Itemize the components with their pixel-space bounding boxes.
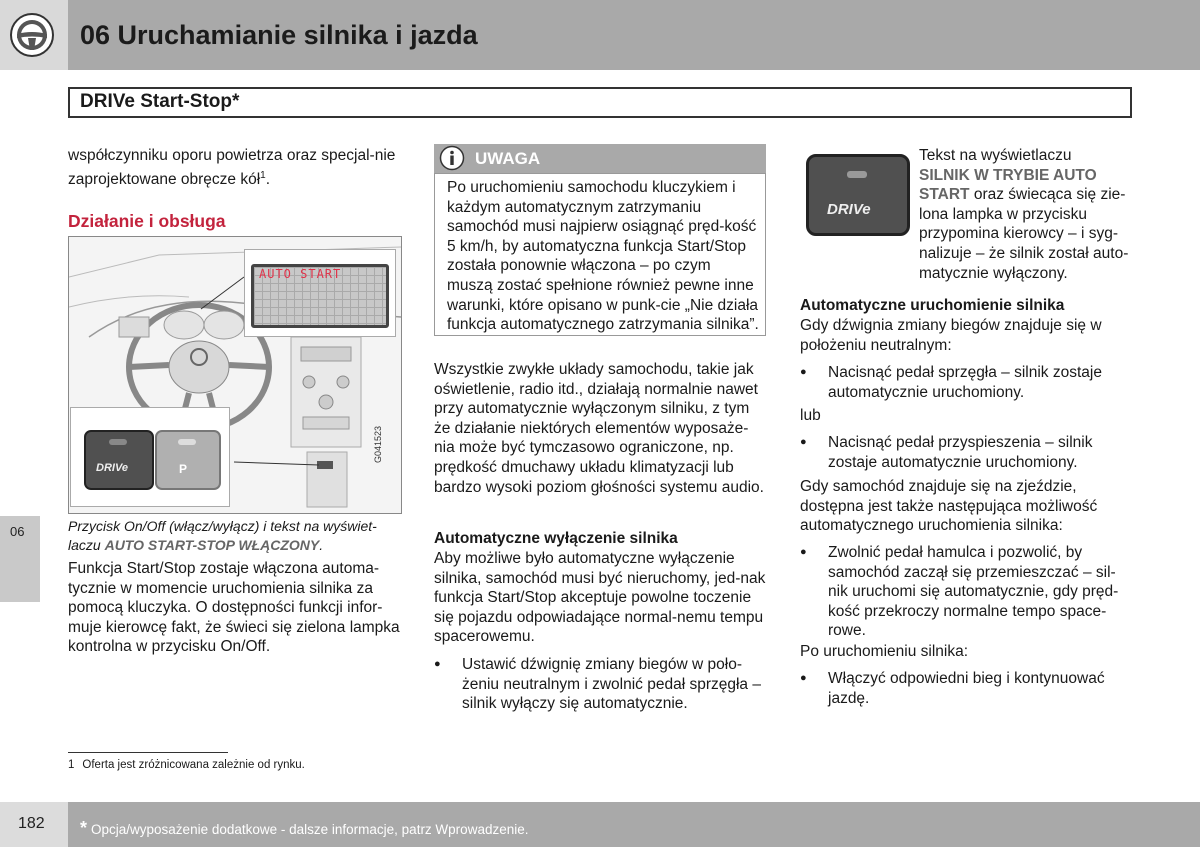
- col2-para1: Wszystkie zwykłe układy samochodu, takie jak oświetlenie, radio itd., działają normalnie nawet przy automatycznie wyłączonym silniku, z tym że działanie niektórych elementów wyposaże-nia może być tymczasowo ograniczone, np. prędkość dmuchawy układu klimatyzacji lub bardzo wysoki poziom głośności systemu audio.: [434, 361, 764, 496]
- footnote-text: Oferta jest zróżnicowana zależnie od rynku.: [82, 759, 305, 771]
- park-assist-lamp: [178, 439, 196, 445]
- col3-intro: [919, 146, 1134, 283]
- footer-text: Opcja/wyposażenie dodatkowe - dalsze informacje, patrz Wprowadzenie.: [91, 822, 529, 837]
- button-inset: [70, 407, 230, 507]
- drive-button-large-label: DRIVe: [827, 201, 871, 218]
- col1-intro-text: współczynniku oporu powietrza oraz specjal-nie zaprojektowane obręcze kół: [68, 147, 396, 188]
- drive-button-lamp: [109, 439, 127, 445]
- footnote-ref: 1: [260, 169, 266, 181]
- drive-button-figure: [800, 146, 910, 236]
- bullet-dot: ●: [800, 366, 807, 378]
- footnote: [68, 759, 305, 771]
- figure-code: G041523: [373, 425, 383, 463]
- col2-para2: Aby możliwe było automatyczne wyłączenie silnika, samochód musi być nieruchomy, jed-nak funkcja Start/Stop akceptuje powolne toczenie się pojazdu odpowiadające normal-nemu tempu spacerowemu.: [434, 550, 766, 646]
- bullet-dot: ●: [800, 672, 807, 684]
- col3-intro-end: oraz świecąca się zie-lona lampka w przycisku przypomina kierowcy – i syg-nalizuje – że silnik został auto-matycznie wyłączony.: [919, 186, 1129, 282]
- chapter-title: 06 Uruchamianie silnika i jazda: [80, 20, 478, 50]
- park-assist-button: [155, 430, 221, 490]
- caption-highlight: AUTO START-STOP WŁĄCZONY: [104, 536, 320, 553]
- drive-button: [84, 430, 154, 490]
- park-assist-label: P: [179, 462, 188, 476]
- auto-start-heading: Automatyczne uruchomienie silnika: [800, 297, 1065, 314]
- section-title: DRIVe Start-Stop*: [80, 91, 240, 112]
- drive-button-large-lamp: [847, 171, 867, 178]
- bullet-dot: ●: [800, 546, 807, 558]
- bullet-text: Ustawić dźwignię zmiany biegów w poło-żeniu neutralnym i zwolnić pedał sprzęgła – silnik wyłączy się automatycznie.: [462, 656, 761, 713]
- auto-stop-heading: Automatyczne wyłączenie silnika: [434, 530, 678, 547]
- col3-bullet4: [800, 669, 1134, 708]
- caption-end: .: [319, 536, 324, 553]
- figure-caption: [68, 517, 404, 554]
- display-message-highlight: SILNIK W TRYBIE AUTO START: [919, 166, 1097, 204]
- bullet-text: Nacisnąć pedał sprzęgła – silnik zostaje automatycznie uruchomiony.: [828, 364, 1102, 401]
- or-text: lub: [800, 407, 821, 424]
- footer-star: *: [80, 818, 88, 838]
- col3-para1: Gdy dźwignia zmiany biegów znajduje się w położeniu neutralnym:: [800, 317, 1102, 354]
- note-title: UWAGA: [475, 149, 541, 168]
- col3-bullet2: [800, 433, 1134, 472]
- drive-button-large: [806, 154, 910, 236]
- bullet-text: Zwolnić pedał hamulca i pozwolić, by samochód zaczął się przemieszczać – sil-nik uruchomi się automatycznie, gdy pręd-kość przekroczy normalne tempo space-rowe.: [828, 544, 1119, 640]
- drive-button-label: DRIVe: [96, 462, 128, 474]
- bullet-dot: ●: [800, 436, 807, 448]
- col3-bullet3: [800, 543, 1134, 641]
- caption-text: Przycisk On/Off (włącz/wyłącz) i tekst na wyświet-laczu: [68, 518, 377, 553]
- dashboard-figure: [68, 236, 402, 514]
- col3-para3: Po uruchomieniu silnika:: [800, 643, 969, 660]
- display-inset: [244, 249, 396, 337]
- footnote-number: 1: [68, 759, 75, 771]
- display-text: AUTO START: [259, 267, 342, 281]
- col3-intro-text: Tekst na wyświetlaczu: [919, 147, 1072, 164]
- col1-intro-end: .: [265, 170, 271, 188]
- note-text: Po uruchomieniu samochodu kluczykiem i każdym automatycznym zatrzymaniu samochód musi najpierw osiągnąć pręd-kość 5 km/h, by automatyczna funkcja Start/Stop została ponownie włączona – po czym muszą zostać spełnione również pewne inne warunki, które opisano w punk-cie „Nie działa funkcja automatycznego zatrzymania silnika”.: [447, 179, 759, 334]
- col3-para2: Gdy samochód znajduje się na zjeździe, dostępna jest także następująca możliwość automatycznego uruchomienia silnika:: [800, 478, 1098, 535]
- operation-heading: Działanie i obsługa: [68, 211, 226, 231]
- steering-wheel-icon: [9, 12, 55, 58]
- footer-note: [80, 818, 528, 839]
- info-icon: [439, 145, 465, 171]
- col1-intro: [68, 146, 400, 189]
- bullet-text: Włączyć odpowiedni bieg i kontynuować jazdę.: [828, 670, 1105, 707]
- col2-bullet1: [434, 655, 768, 714]
- bullet-text: Nacisnąć pedał przyspieszenia – silnik zostaje automatycznie uruchomiony.: [828, 434, 1093, 471]
- col1-body: Funkcja Start/Stop zostaje włączona automa-tycznie w momencie uruchomienia silnika za pomocą kluczyka. O dostępności funkcji infor-muje kierowcę fakt, że świeci się zielona lampka kontrolna w przycisku On/Off.: [68, 560, 400, 656]
- chapter-tab-number: 06: [10, 524, 25, 539]
- bullet-dot: ●: [434, 658, 441, 670]
- col3-bullet1: [800, 363, 1134, 402]
- footnote-divider: [68, 752, 228, 753]
- page-number: 182: [18, 815, 45, 832]
